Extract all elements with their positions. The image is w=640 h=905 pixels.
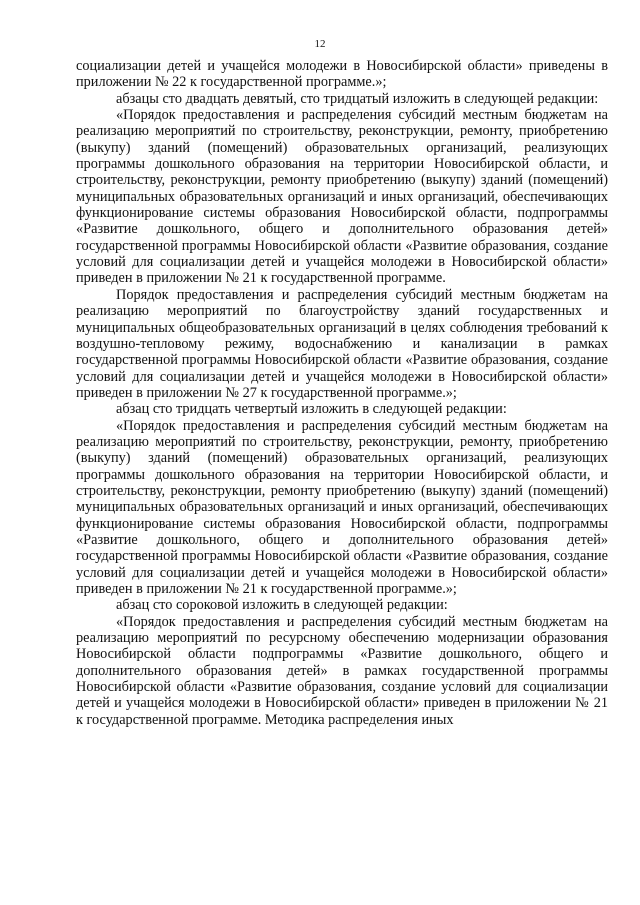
paragraph: «Порядок предоставления и распределения субсидий местным бюджетам на реализацию мероприятий по ресурсному обеспечению модернизации образования Новосибирской области подпрограммы «Развитие дошкольного, общего и дополнительного образования детей» в рамках государственной программы Новосибирской области «Развитие образования, создание условий для социализации детей и учащейся молодежи в Новосибирской области» приведен в приложении № 21 к государственной программе. Методика распределения иных	[76, 613, 608, 728]
page-number: 12	[314, 38, 326, 50]
paragraph: «Порядок предоставления и распределения субсидий местным бюджетам на реализацию мероприятий по строительству, реконструкции, ремонту, приобретению (выкупу) зданий (помещений) образовательных организаций, реализующих программы дошкольного образования на территории Новосибирской области, и строительству, реконструкции, ремонту приобретению (выкупу) зданий (помещений) муниципальных образовательных организаций и иных организаций, обеспечивающих функционирование системы образования Новосибирской области, подпрограммы «Развитие дошкольного, общего и дополнительного образования детей» государственной программы Новосибирской области «Развитие образования, создание условий для социализации детей и учащейся молодежи в Новосибирской области» приведен в приложении № 21 к государственной программе.»;	[76, 417, 608, 597]
paragraph: «Порядок предоставления и распределения субсидий местным бюджетам на реализацию мероприятий по строительству, реконструкции, ремонту, приобретению (выкупу) зданий (помещений) образовательных организаций, реализующих программы дошкольного образования на территории Новосибирской области, и строительству, реконструкции, ремонту приобретению (выкупу) зданий (помещений) муниципальных образовательных организаций и иных организаций, обеспечивающих функционирование системы образования Новосибирской области, подпрограммы «Развитие дошкольного, общего и дополнительного образования детей» государственной программы Новосибирской области «Развитие образования, создание условий для социализации детей и учащейся молодежи в Новосибирской области» приведен в приложении № 21 к государственной программе.	[76, 107, 608, 287]
paragraph: социализации детей и учащейся молодежи в Новосибирской области» приведены в приложении № 22 к государственной программе.»;	[76, 58, 608, 91]
paragraph: абзацы сто двадцать девятый, сто тридцатый изложить в следующей редакции:	[116, 90, 599, 107]
paragraph: абзац сто тридцать четвертый изложить в следующей редакции:	[116, 401, 507, 418]
document-body	[76, 58, 608, 728]
paragraph: абзац сто сороковой изложить в следующей редакции:	[116, 597, 448, 614]
paragraph: Порядок предоставления и распределения субсидий местным бюджетам на реализацию мероприятий по благоустройству зданий государственных и муниципальных общеобразовательных организаций в целях соблюдения требований к воздушно-тепловому режиму, водоснабжению и канализации в рамках государственной программы Новосибирской области «Развитие образования, создание условий для социализации детей и учащейся молодежи в Новосибирской области» приведен в приложении № 27 к государственной программе.»;	[76, 286, 608, 401]
